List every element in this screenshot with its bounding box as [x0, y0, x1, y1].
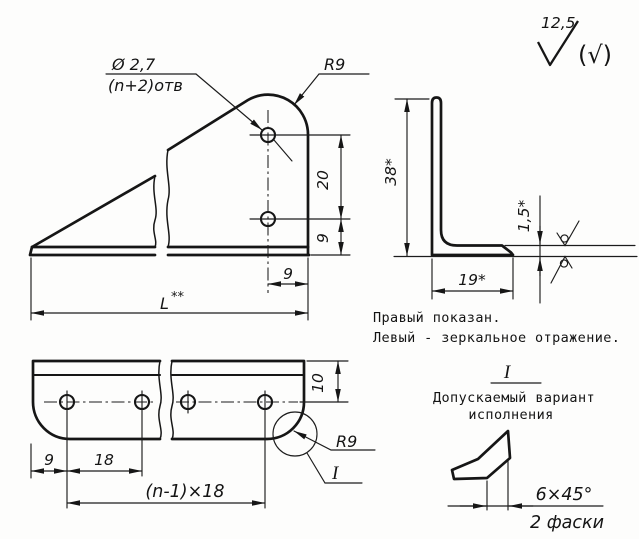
hole-diameter-callout: Ø 2,7: [112, 55, 156, 74]
front-hypotenuse: [32, 176, 155, 247]
roughness-mark: [538, 14, 612, 69]
chamfer-profile: [452, 431, 510, 479]
dim-20: 20: [314, 170, 332, 190]
surface-symbol-top: [557, 221, 579, 246]
plan-radius-leader: [294, 431, 375, 450]
plan-outline-right: [172, 361, 304, 439]
chamfer-note: 2 фаски: [530, 513, 604, 533]
section-view: [382, 98, 637, 304]
callout-leader-arrow: [196, 74, 262, 130]
detail-callout-circle: [273, 412, 317, 456]
note-line-1: Правый показан.: [373, 310, 501, 326]
plan-break-line-right: [171, 361, 173, 439]
plan-view: [31, 361, 375, 508]
front-extension-lines: [31, 135, 350, 320]
angle-profile: [432, 98, 513, 256]
plan-outline-left: [33, 361, 160, 439]
surface-symbol-bottom: [551, 257, 572, 284]
dim-total-pitch: (n-1)×18: [145, 482, 225, 502]
plan-radius-label: R9: [336, 432, 358, 451]
front-break-line-right: [167, 150, 169, 247]
callout-leader-tail: [274, 140, 292, 161]
roughness-value: 12,5: [541, 14, 576, 32]
front-break-line-left: [154, 176, 156, 247]
dim-length-asterisks: **: [171, 290, 184, 305]
front-radius-leader: [294, 74, 369, 105]
detail-view: [433, 362, 604, 533]
notes: [373, 310, 620, 346]
dim-9: 9: [44, 451, 54, 469]
dim-10: 10: [309, 373, 327, 393]
dim-9-horizontal: 9: [283, 265, 293, 283]
dim-18: 18: [94, 451, 114, 469]
detail-caption-2: исполнения: [468, 407, 554, 423]
front-radius-label: R9: [324, 55, 346, 74]
dim-thickness: 1,5*: [515, 199, 533, 233]
dim-chamfer: 6×45°: [535, 485, 593, 505]
front-base-flange: [30, 247, 309, 255]
roughness-others: (√): [578, 41, 613, 69]
dim-9-vertical: 9: [314, 233, 332, 243]
detail-title: I: [503, 362, 511, 383]
no-material-removal-circle: [561, 235, 568, 242]
detail-caption-1: Допускаемый вариант: [432, 390, 596, 406]
dim-length: L: [160, 294, 169, 313]
dim-38: 38*: [382, 158, 400, 186]
detail-ref-label: I: [332, 463, 339, 484]
front-view: [30, 55, 369, 320]
dim-19: 19*: [458, 271, 486, 289]
note-line-2: Левый - зеркальное отражение.: [373, 330, 621, 346]
plan-break-line-left: [159, 361, 161, 439]
check-with-circle-icon: [557, 221, 579, 246]
hole-count-callout: (n+2)отв: [108, 76, 183, 95]
front-top-edge: [168, 95, 308, 255]
